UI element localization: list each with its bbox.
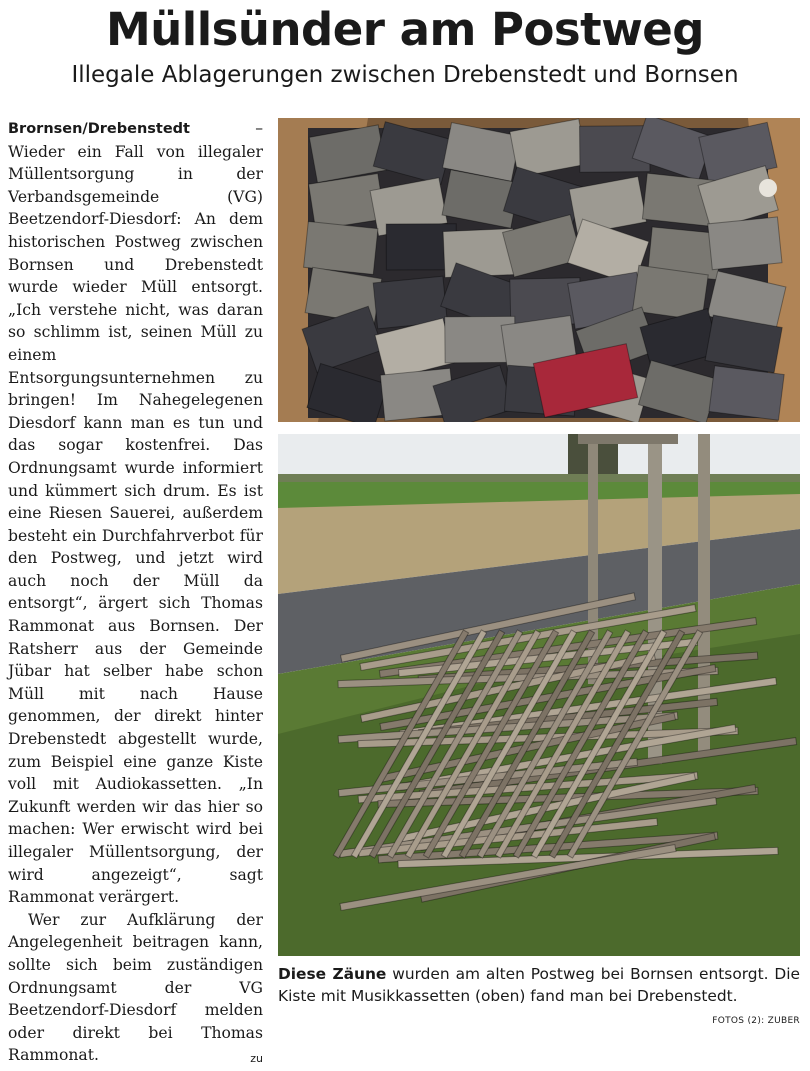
- cassette: [709, 366, 784, 420]
- article-subheadline: Illegale Ablagerungen zwischen Drebenstedt und Bornsen: [71, 62, 739, 88]
- article-body: [8, 117, 263, 1071]
- photo-caption: [278, 963, 800, 1007]
- cassette-box-photo: [278, 118, 800, 422]
- caption-text: wurden am alten Postweg bei Bornsen entsorgt. Die Kiste mit Musikkassetten (oben) fand man bei Drebenstedt.: [278, 965, 800, 1005]
- article-paragraph: [8, 909, 263, 1067]
- article-headline: Müllsünder am Postweg: [105, 3, 705, 56]
- cassette: [708, 217, 782, 270]
- paragraph-text: Wer zur Aufklärung der Angelegenheit beitragen kann, sollte sich beim zuständigen Ordnungsamt der VG Beetzendorf-Diesdorf melden oder direkt bei Thomas Rammonat.: [8, 910, 263, 1065]
- author-initials: zu: [250, 1052, 263, 1066]
- paragraph-text: – Wieder ein Fall von illegaler Müllentsorgung in der Verbandsgemeinde (VG) Beetzendorf-Diesdorf: An dem historischen Postweg zwischen Bornsen und Drebenstedt wurde wieder Müll entsorgt. „Ich verstehe nicht, was daran so schlimm ist, seinen Müll zu einem Entsorgungsunternehmen zu bringen! Im Nahegelegenen Diesdorf kann man es tun und das sogar kostenfrei. Das Ordnungsamt wurde informiert und kümmert sich drum. Es ist eine Riesen Sauerei, außerdem besteht ein Durchfahrverbot für den Postweg, und jetzt wird auch noch der Müll da entsorgt“, ärgert sich Thomas Rammonat aus Bornsen. Der Ratsherr aus der Gemeinde Jübar hat selber habe schon Müll mit nach Hause genommen, der direkt hinter Drebenstedt abgestellt wurde, zum Beispiel eine ganze Kiste voll mit Audiokassetten. „In Zukunft werden wir das hier so machen: Wer erwischt wird bei illegaler Müllentsorgung, der wird angezeigt“, sagt Rammonat verärgert.: [8, 119, 263, 907]
- dumped-fences-photo: [278, 434, 800, 956]
- dateline: Brornsen/Drebenstedt: [8, 121, 190, 137]
- article-paragraph: [8, 117, 263, 909]
- cassette: [304, 221, 378, 274]
- photo-credit: FOTOS (2): ZUBER: [712, 1016, 800, 1026]
- caption-lead: Diese Zäune: [278, 965, 387, 983]
